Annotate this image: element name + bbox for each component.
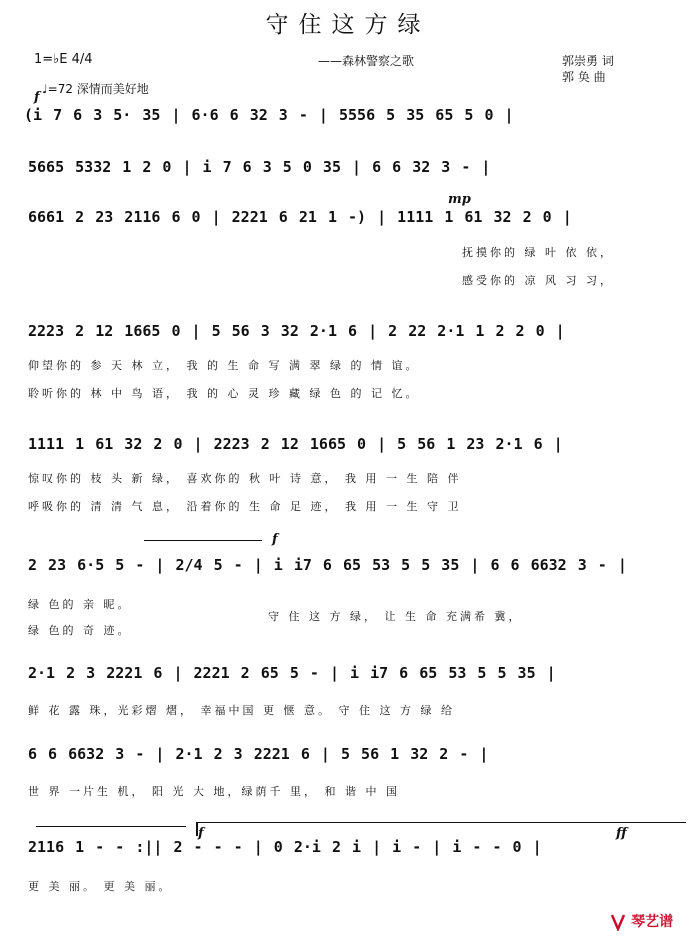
notation-row-4: 2223 2 12 1665 0 | 5 56 3 32 2·1 6 | 2 22 2·1 1 2 2 0 | (28, 322, 565, 340)
song-title: 守住这方绿 (265, 12, 431, 38)
lyric-row-6-chorus: 守 住 这 方 绿， 让 生 命 充满希 冀， (268, 610, 523, 623)
notation-row-9: 2116 1 - - :|| 2 - - - | 0 2·i 2 i | i - | i - - 0 | (28, 838, 542, 856)
dynamic-ending-f: f (198, 826, 204, 841)
lyric-row-8: 世 界 一片生 机， 阳 光 大 地，绿荫千 里， 和 谐 中 国 (28, 785, 400, 798)
tempo-marking: ♩=72 深情而美好地 (42, 82, 149, 96)
dynamic-ending-ff: ff (616, 826, 627, 841)
notation-row-8: 6 6 6632 3 - | 2·1 2 3 2221 6 | 5 56 1 32 2 - | (28, 745, 489, 763)
dynamic-chorus: f (272, 532, 278, 547)
lyric-row-3-verse-2: 感受你的 凉 风 习 习， (462, 274, 614, 287)
notation-row-5: 1111 1 61 32 2 0 | 2223 2 12 1665 0 | 5 56 1 23 2·1 6 | (28, 435, 563, 453)
subtitle: ——森林警察之歌 (318, 54, 415, 68)
lyric-row-4-verse-2: 聆听你的 林 中 鸟 语， 我 的 心 灵 珍 藏 绿 色 的 记 忆。 (28, 387, 420, 400)
notation-row-7: 2·1 2 3 2221 6 | 2221 2 65 5 - | i i7 6 65 53 5 5 35 | (28, 664, 556, 682)
lyric-row-3-verse-1: 抚摸你的 绿 叶 依 依， (462, 246, 614, 259)
lyric-row-9: 更 美 丽。 更 美 丽。 (28, 880, 173, 893)
notation-row-6: 2 23 6·5 5 - | 2/4 5 - | i i7 6 65 53 5 5 35 | 6 6 6632 3 - | (28, 556, 627, 574)
key-signature: 1=♭E 4/4 (34, 52, 93, 67)
notation-row-2: 5665 5332 1 2 0 | i 7 6 3 5 0 35 | 6 6 32 3 - | (28, 158, 491, 176)
volta-bracket-2-edge (196, 822, 198, 836)
lyric-row-5-verse-1: 惊叹你的 枝 头 新 绿， 喜欢你的 秋 叶 诗 意， 我 用 一 生 陪 伴 (28, 472, 462, 485)
lyric-row-6-verse-2: 绿 色的 奇 迹。 (28, 624, 132, 637)
volta-bracket-1 (36, 826, 186, 827)
watermark-text: 琴艺谱 (631, 914, 674, 930)
lyricist-credit: 郭崇勇 词 (562, 54, 614, 68)
lyric-row-5-verse-2: 呼吸你的 清 清 气 息， 沿着你的 生 命 足 迹， 我 用 一 生 守 卫 (28, 500, 462, 513)
volta-bracket-2 (196, 822, 686, 823)
notation-row-3: 6661 2 23 2116 6 0 | 2221 6 21 1 -) | 1111 1 61 32 2 0 | (28, 208, 572, 226)
composer-credit: 郭 奂 曲 (562, 70, 606, 84)
notation-row-1: (i 7 6 3 5· 35 | 6·6 6 32 3 - | 5556 5 35 65 5 0 | (24, 106, 514, 124)
watermark-logo (610, 911, 673, 931)
dynamic-verse: mp (448, 192, 471, 207)
lyric-row-6-verse-1: 绿 色的 亲 昵。 (28, 598, 132, 611)
lyric-row-4-verse-1: 仰望你的 参 天 林 立， 我 的 生 命 写 满 翠 绿 的 情 谊。 (28, 359, 420, 372)
tie-line-row-6 (144, 540, 262, 541)
dynamic-intro: f (34, 90, 40, 105)
lyric-row-7: 鲜 花 露 珠，光彩熠 熠， 幸福中国 更 惬 意。 守 住 这 方 绿 给 (28, 704, 455, 717)
logo-icon (610, 913, 626, 931)
